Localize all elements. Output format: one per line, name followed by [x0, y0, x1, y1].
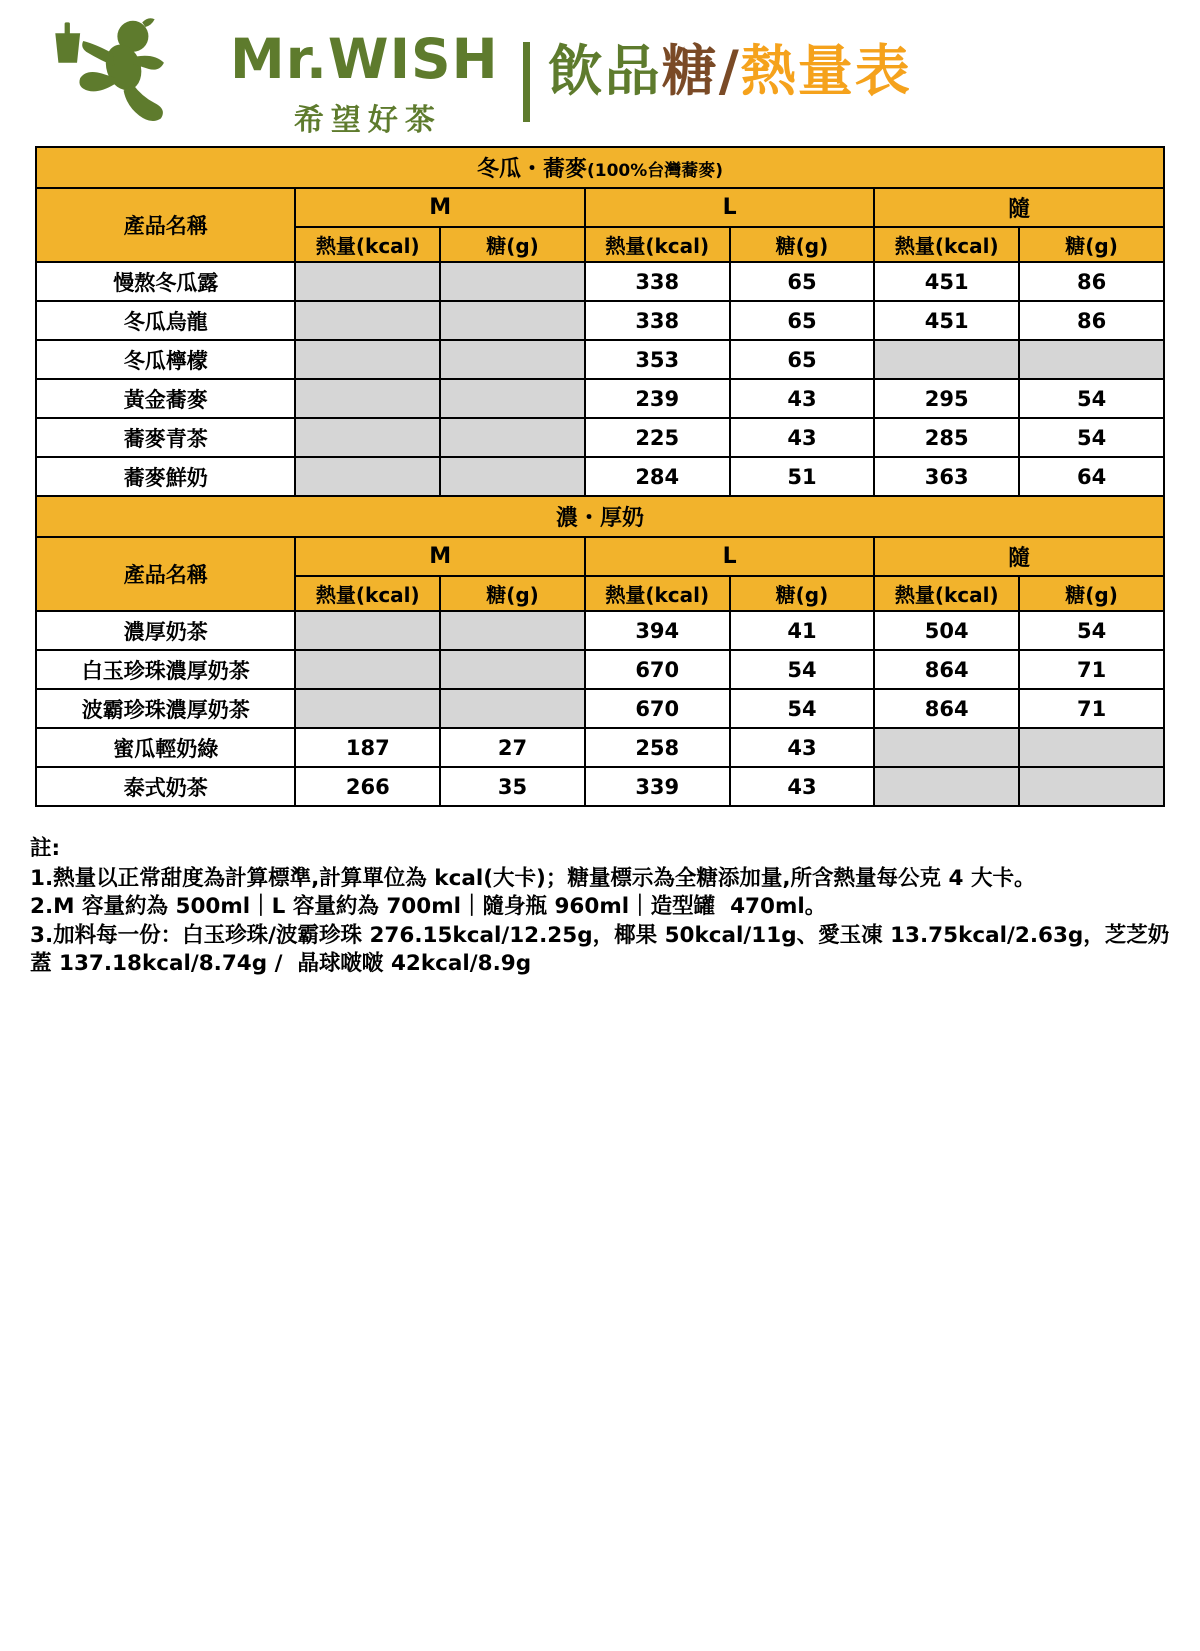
togo-kcal-cell: 504: [874, 611, 1019, 650]
table-row: [36, 767, 1164, 806]
m-kcal-cell: [295, 689, 440, 728]
table-title-band: [36, 147, 1164, 188]
togo-kcal-cell: 864: [874, 650, 1019, 689]
togo-kcal-cell: 451: [874, 262, 1019, 301]
togo-kcal-cell: 864: [874, 689, 1019, 728]
note-2: 2.M 容量約為 500ml｜L 容量約為 700ml｜隨身瓶 960ml｜造型罐 470ml。: [30, 894, 827, 920]
table-title: 冬瓜・蕎麥: [476, 157, 587, 182]
togo-sugar-cell: 54: [1019, 611, 1164, 650]
brand-subtitle: 希望好茶: [293, 103, 442, 138]
l-kcal-cell: 258: [585, 728, 730, 767]
column-header-size-l: L: [585, 537, 874, 576]
togo-sugar-cell: 71: [1019, 650, 1164, 689]
column-header-togo-sugar: 糖(g): [1019, 576, 1164, 611]
togo-sugar-cell: 54: [1019, 379, 1164, 418]
product-name-cell: 蜜瓜輕奶綠: [36, 728, 295, 767]
togo-kcal-cell: [874, 767, 1019, 806]
brand-name: Mr.WISH: [230, 27, 499, 91]
column-header-m-sugar: 糖(g): [440, 576, 585, 611]
l-kcal-cell: 394: [585, 611, 730, 650]
table-title-paren: (100%台灣蕎麥): [586, 161, 724, 181]
column-header-size-m: M: [295, 188, 584, 227]
togo-sugar-cell: 86: [1019, 262, 1164, 301]
table-row: [36, 689, 1164, 728]
togo-kcal-cell: 363: [874, 457, 1019, 496]
m-sugar-cell: [440, 379, 585, 418]
m-kcal-cell: [295, 457, 440, 496]
l-sugar-cell: 41: [730, 611, 875, 650]
togo-kcal-cell: 285: [874, 418, 1019, 457]
title-part-drinks: 飲品: [547, 39, 662, 103]
notes-label: 註:: [30, 836, 61, 861]
l-sugar-cell: 65: [730, 262, 875, 301]
m-sugar-cell: [440, 262, 585, 301]
column-header-size-l: L: [585, 188, 874, 227]
togo-sugar-cell: 54: [1019, 418, 1164, 457]
brand-header: [0, 0, 1200, 138]
l-kcal-cell: 338: [585, 301, 730, 340]
column-header-togo-kcal: 熱量(kcal): [874, 576, 1019, 611]
table-row: [36, 611, 1164, 650]
m-kcal-cell: [295, 379, 440, 418]
m-kcal-cell: [295, 611, 440, 650]
column-header-size-m: M: [295, 537, 584, 576]
column-header-size-togo: 隨: [874, 188, 1164, 227]
m-sugar-cell: [440, 650, 585, 689]
l-kcal-cell: 338: [585, 262, 730, 301]
column-header-m-kcal: 熱量(kcal): [295, 227, 440, 262]
l-sugar-cell: 43: [730, 767, 875, 806]
table-title: 濃・厚奶: [555, 506, 644, 531]
footnotes: [30, 835, 1170, 979]
column-header-l-sugar: 糖(g): [730, 227, 875, 262]
togo-kcal-cell: [874, 728, 1019, 767]
togo-sugar-cell: 71: [1019, 689, 1164, 728]
l-kcal-cell: 670: [585, 650, 730, 689]
table-row: [36, 457, 1164, 496]
note-1: 1.熱量以正常甜度為計算標準,計算單位為 kcal(大卡)；糖量標示為全糖添加量,所含熱量每公克 4 大卡。: [30, 865, 1036, 891]
l-kcal-cell: 284: [585, 457, 730, 496]
product-name-cell: 冬瓜烏龍: [36, 301, 295, 340]
l-sugar-cell: 65: [730, 301, 875, 340]
table-row: [36, 262, 1164, 301]
m-kcal-cell: [295, 262, 440, 301]
product-name-cell: 濃厚奶茶: [36, 611, 295, 650]
note-3: 3.加料每一份：白玉珍珠/波霸珍珠 276.15kcal/12.25g，椰果 50kcal/11g、愛玉凍 13.75kcal/2.63g，芝芝奶蓋 137.18kcal/8.74g / 晶球啵啵 42kcal/8.9g: [30, 922, 1170, 977]
product-name-cell: 黃金蕎麥: [36, 379, 295, 418]
l-sugar-cell: 54: [730, 650, 875, 689]
header-divider: [523, 42, 530, 122]
m-kcal-cell: 266: [295, 767, 440, 806]
product-name-cell: 波霸珍珠濃厚奶茶: [36, 689, 295, 728]
table-row: [36, 340, 1164, 379]
togo-sugar-cell: 64: [1019, 457, 1164, 496]
l-sugar-cell: 43: [730, 379, 875, 418]
l-sugar-cell: 65: [730, 340, 875, 379]
column-header-l-kcal: 熱量(kcal): [585, 576, 730, 611]
l-sugar-cell: 43: [730, 418, 875, 457]
brand-text: [230, 27, 499, 139]
table-row: [36, 301, 1164, 340]
m-kcal-cell: [295, 650, 440, 689]
table-wintermelon-buckwheat: [35, 146, 1165, 497]
product-name-cell: 白玉珍珠濃厚奶茶: [36, 650, 295, 689]
m-kcal-cell: 187: [295, 728, 440, 767]
table-row: [36, 379, 1164, 418]
table-row: [36, 650, 1164, 689]
column-header-l-kcal: 熱量(kcal): [585, 227, 730, 262]
product-name-cell: 冬瓜檸檬: [36, 340, 295, 379]
column-header-m-kcal: 熱量(kcal): [295, 576, 440, 611]
l-kcal-cell: 339: [585, 767, 730, 806]
togo-kcal-cell: 451: [874, 301, 1019, 340]
l-kcal-cell: 225: [585, 418, 730, 457]
l-kcal-cell: 670: [585, 689, 730, 728]
table-thick-milk: [35, 495, 1165, 807]
m-sugar-cell: [440, 340, 585, 379]
column-header-l-sugar: 糖(g): [730, 576, 875, 611]
page-title: [547, 39, 912, 103]
product-name-cell: 慢熬冬瓜露: [36, 262, 295, 301]
togo-sugar-cell: [1019, 340, 1164, 379]
l-kcal-cell: 239: [585, 379, 730, 418]
l-kcal-cell: 353: [585, 340, 730, 379]
product-name-cell: 蕎麥青茶: [36, 418, 295, 457]
m-sugar-cell: [440, 418, 585, 457]
togo-kcal-cell: 295: [874, 379, 1019, 418]
togo-sugar-cell: [1019, 728, 1164, 767]
column-header-m-sugar: 糖(g): [440, 227, 585, 262]
m-kcal-cell: [295, 340, 440, 379]
togo-kcal-cell: [874, 340, 1019, 379]
nutrition-tables: [35, 146, 1165, 807]
title-part-sugar-slash: 糖/: [661, 39, 741, 103]
product-name-cell: 蕎麥鮮奶: [36, 457, 295, 496]
table-row: [36, 728, 1164, 767]
m-sugar-cell: 27: [440, 728, 585, 767]
togo-sugar-cell: [1019, 767, 1164, 806]
column-header-product: 產品名稱: [36, 537, 295, 611]
l-sugar-cell: 51: [730, 457, 875, 496]
table-title-band: [36, 496, 1164, 537]
column-header-togo-kcal: 熱量(kcal): [874, 227, 1019, 262]
column-header-size-togo: 隨: [874, 537, 1164, 576]
column-header-togo-sugar: 糖(g): [1019, 227, 1164, 262]
m-sugar-cell: [440, 301, 585, 340]
m-sugar-cell: [440, 457, 585, 496]
m-kcal-cell: [295, 301, 440, 340]
table-row: [36, 418, 1164, 457]
running-person-with-drink-icon: [46, 16, 226, 128]
m-sugar-cell: [440, 689, 585, 728]
l-sugar-cell: 54: [730, 689, 875, 728]
togo-sugar-cell: 86: [1019, 301, 1164, 340]
m-sugar-cell: 35: [440, 767, 585, 806]
title-part-calorie-table: 熱量表: [740, 39, 912, 103]
product-name-cell: 泰式奶茶: [36, 767, 295, 806]
m-sugar-cell: [440, 611, 585, 650]
l-sugar-cell: 43: [730, 728, 875, 767]
m-kcal-cell: [295, 418, 440, 457]
column-header-product: 產品名稱: [36, 188, 295, 262]
